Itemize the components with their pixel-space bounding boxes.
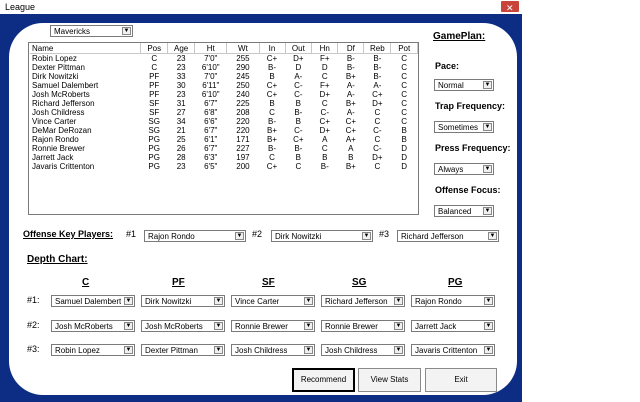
table-cell: 220 [236, 126, 250, 135]
table-cell: 23 [176, 63, 186, 72]
table-cell: B+ [267, 135, 278, 144]
depth-sf-3-select[interactable] [231, 344, 315, 356]
table-cell: C [321, 144, 328, 153]
table-cell: A- [294, 72, 303, 81]
table-cell: B [401, 135, 407, 144]
depth-row-label-1: #1: [27, 295, 40, 305]
table-cell: Dirk Nowitzki [32, 72, 79, 81]
table-cell: A [322, 135, 328, 144]
table-cell: Vince Carter [32, 117, 77, 126]
depth-header-pf: PF [172, 277, 185, 288]
depth-select-value: Samuel Dalembert [55, 297, 122, 306]
key-player-1-select[interactable] [144, 230, 246, 242]
table-cell: A+ [345, 135, 356, 144]
table-cell: 7'0" [204, 72, 218, 81]
table-row[interactable] [30, 63, 418, 72]
table-cell: 33 [176, 72, 186, 81]
depth-pf-2-select[interactable] [141, 320, 225, 332]
table-row[interactable] [30, 54, 418, 64]
chevron-down-icon: ▼ [485, 347, 492, 353]
table-cell: 240 [236, 90, 250, 99]
depth-chart-title: Depth Chart: [27, 254, 88, 265]
pace-label: Pace: [435, 61, 460, 71]
table-cell: 225 [236, 99, 250, 108]
table-row[interactable] [30, 81, 418, 90]
table-cell: 6'7" [204, 144, 218, 153]
table-row[interactable] [30, 153, 418, 162]
table-cell: C+ [372, 90, 383, 99]
table-cell: SF [149, 108, 160, 117]
depth-c-3-select[interactable] [51, 344, 135, 356]
depth-c-2-select[interactable] [51, 320, 135, 332]
table-cell: D+ [293, 54, 304, 63]
table-cell: B- [268, 63, 276, 72]
table-cell: C- [373, 126, 382, 135]
table-cell: Jarrett Jack [32, 153, 74, 162]
table-cell: B- [294, 108, 303, 117]
key-player-3-num: #3 [379, 229, 390, 239]
title-bar [0, 0, 522, 15]
table-row[interactable] [30, 126, 418, 135]
chevron-down-icon: ▼ [485, 323, 492, 329]
window-title: League [5, 2, 36, 12]
table-cell: 220 [236, 117, 250, 126]
roster-body [30, 54, 418, 172]
table-cell: 6'6" [204, 117, 218, 126]
chevron-down-icon: ▼ [485, 298, 492, 304]
table-cell: C- [320, 108, 329, 117]
table-cell: B- [346, 54, 355, 63]
table-cell: 6'7" [204, 126, 218, 135]
table-cell: D [321, 63, 328, 72]
chevron-down-icon: ▼ [215, 323, 222, 329]
table-cell: C+ [266, 81, 278, 90]
table-cell: B- [373, 54, 382, 63]
trap-select[interactable] [434, 121, 494, 133]
column-header[interactable]: Df [338, 43, 364, 54]
table-cell: B- [320, 162, 329, 171]
table-cell: 227 [236, 144, 250, 153]
table-cell: C- [294, 126, 303, 135]
chevron-down-icon: ▼ [215, 298, 222, 304]
table-cell: C [401, 72, 408, 81]
depth-header-sf: SF [262, 277, 275, 288]
table-cell: PG [148, 135, 160, 144]
chevron-down-icon: ▼ [305, 298, 312, 304]
chevron-down-icon: ▼ [484, 124, 491, 130]
recommend-button[interactable]: Recommend [292, 368, 355, 392]
column-header[interactable]: Wt [227, 43, 259, 54]
table-cell: B [401, 126, 407, 135]
chevron-down-icon: ▼ [215, 347, 222, 353]
trap-label: Trap Frequency: [435, 101, 506, 111]
table-cell: B [295, 99, 302, 108]
table-cell: 6'7" [204, 99, 218, 108]
column-header[interactable]: Out [285, 43, 312, 54]
table-cell: 28 [176, 153, 186, 162]
offense-focus-select-value: Balanced [438, 207, 472, 216]
column-header[interactable]: Hn [312, 43, 338, 54]
table-cell: 6'1" [204, 135, 218, 144]
depth-sg-2-select[interactable] [321, 320, 405, 332]
table-cell: 6'8" [204, 108, 218, 117]
chevron-down-icon: ▼ [125, 298, 132, 304]
table-cell: C [401, 99, 408, 108]
table-cell: 21 [176, 126, 186, 135]
chevron-down-icon: ▼ [395, 323, 402, 329]
column-header[interactable]: Ht [195, 43, 227, 54]
table-cell: D+ [319, 90, 330, 99]
press-select-value: Always [438, 165, 464, 174]
table-cell: C+ [345, 117, 357, 126]
table-cell: D+ [372, 99, 383, 108]
depth-pf-3-select[interactable] [141, 344, 225, 356]
table-cell: A- [346, 90, 355, 99]
table-cell: Josh McRoberts [32, 90, 90, 99]
table-cell: D [401, 153, 408, 162]
table-cell: 34 [176, 117, 186, 126]
table-cell: B [295, 153, 302, 162]
table-cell: B [322, 153, 328, 162]
team-select[interactable] [50, 25, 133, 37]
depth-c-1-select[interactable] [51, 295, 135, 307]
table-cell: C [401, 63, 408, 72]
table-cell: C [321, 72, 328, 81]
table-cell: Richard Jefferson [32, 99, 95, 108]
table-row[interactable] [30, 99, 418, 108]
table-cell: D [295, 63, 302, 72]
chevron-down-icon: ▼ [125, 323, 132, 329]
table-cell: C [401, 117, 408, 126]
table-cell: C [151, 54, 158, 63]
column-header[interactable]: Age [168, 43, 195, 54]
table-cell: C- [294, 81, 303, 90]
table-cell: C [295, 162, 302, 171]
table-row[interactable] [30, 144, 418, 153]
table-cell: PG [148, 153, 160, 162]
depth-pf-1-select[interactable] [141, 295, 225, 307]
key-player-1-num: #1 [126, 229, 137, 239]
table-cell: 197 [236, 153, 250, 162]
table-cell: Josh Childress [32, 108, 85, 117]
table-cell: 208 [236, 108, 250, 117]
depth-select-value: Jarrett Jack [415, 322, 457, 331]
table-cell: C [321, 99, 328, 108]
key-player-3-value: Richard Jefferson [401, 232, 464, 241]
table-cell: B+ [345, 72, 356, 81]
table-cell: 6'5" [204, 162, 218, 171]
table-cell: 6'10" [201, 63, 220, 72]
table-cell: B- [373, 72, 382, 81]
table-cell: B+ [345, 162, 356, 171]
pace-select[interactable] [434, 79, 494, 91]
column-header[interactable]: Name [30, 43, 141, 54]
table-cell: 6'10" [201, 90, 220, 99]
table-cell: Rajon Rondo [32, 135, 79, 144]
table-cell: C- [373, 144, 382, 153]
table-cell: C [269, 153, 275, 162]
table-cell: C [401, 90, 408, 99]
depth-select-value: Dirk Nowitzki [145, 297, 192, 306]
table-cell: C [374, 162, 381, 171]
table-cell: Ronnie Brewer [32, 144, 85, 153]
depth-select-value: Josh Childress [325, 346, 378, 355]
depth-select-value: Josh McRoberts [55, 322, 113, 331]
table-cell: C [374, 117, 381, 126]
table-cell: PF [149, 81, 160, 90]
chevron-down-icon: ▼ [125, 347, 132, 353]
offense-focus-label: Offense Focus: [435, 185, 501, 195]
table-row[interactable] [30, 90, 418, 99]
chevron-down-icon: ▼ [123, 28, 130, 34]
chevron-down-icon: ▼ [484, 166, 491, 172]
table-cell: 171 [236, 135, 250, 144]
depth-row-label-3: #3: [27, 344, 40, 354]
table-cell: A- [346, 108, 355, 117]
table-cell: B+ [267, 126, 278, 135]
depth-header-pg: PG [448, 277, 463, 288]
depth-select-value: Dexter Pittman [145, 346, 198, 355]
table-cell: PG [148, 144, 160, 153]
table-cell: SG [148, 117, 160, 126]
depth-select-value: Ronnie Brewer [235, 322, 288, 331]
chevron-down-icon: ▼ [395, 347, 402, 353]
table-cell: B [348, 153, 354, 162]
table-cell: B- [294, 144, 303, 153]
key-player-2-select[interactable] [271, 230, 373, 242]
view-stats-button[interactable]: View Stats [358, 368, 421, 392]
table-cell: 26 [176, 144, 186, 153]
gameplan-title: GamePlan: [433, 31, 486, 42]
depth-sf-1-select[interactable] [231, 295, 315, 307]
table-cell: 23 [176, 90, 186, 99]
table-cell: SG [148, 126, 160, 135]
table-cell: Javaris Crittenton [32, 162, 95, 171]
key-player-2-num: #2 [252, 229, 263, 239]
key-player-1-value: Rajon Rondo [148, 232, 195, 241]
table-cell: Dexter Pittman [32, 63, 85, 72]
table-cell: D+ [372, 153, 383, 162]
roster-header-row [30, 43, 418, 54]
table-cell: 290 [236, 63, 250, 72]
depth-sf-2-select[interactable] [231, 320, 315, 332]
depth-row-label-2: #2: [27, 320, 40, 330]
table-row[interactable] [30, 135, 418, 144]
roster-table [30, 43, 418, 171]
table-cell: DeMar DeRozan [32, 126, 92, 135]
table-cell: C+ [293, 135, 304, 144]
press-select[interactable] [434, 163, 494, 175]
table-cell: 7'0" [204, 54, 218, 63]
column-header[interactable]: In [259, 43, 285, 54]
offense-focus-select[interactable] [434, 205, 494, 217]
depth-select-value: Josh McRoberts [145, 322, 203, 331]
chevron-down-icon: ▼ [305, 347, 312, 353]
table-row[interactable] [30, 162, 418, 171]
table-cell: 200 [236, 162, 250, 171]
table-cell: 250 [236, 81, 250, 90]
column-header[interactable]: Pot [391, 43, 418, 54]
table-cell: C [401, 81, 408, 90]
table-cell: 27 [176, 108, 186, 117]
chevron-down-icon: ▼ [484, 208, 491, 214]
depth-pg-1-select[interactable] [411, 295, 495, 307]
table-cell: B- [268, 144, 276, 153]
depth-header-sg: SG [352, 277, 367, 288]
column-header[interactable]: Pos [141, 43, 168, 54]
table-cell: 23 [176, 162, 186, 171]
table-cell: 245 [236, 72, 250, 81]
chevron-down-icon: ▼ [305, 323, 312, 329]
press-label: Press Frequency: [435, 143, 511, 153]
table-cell: B- [373, 63, 382, 72]
depth-sg-1-select[interactable] [321, 295, 405, 307]
table-cell: D+ [319, 126, 330, 135]
table-cell: Robin Lopez [32, 54, 77, 63]
depth-select-value: Rajon Rondo [415, 297, 462, 306]
chevron-down-icon: ▼ [236, 233, 243, 239]
table-cell: PF [149, 90, 160, 99]
table-cell: C+ [266, 162, 278, 171]
table-cell: 30 [176, 81, 186, 90]
table-cell: F+ [319, 81, 330, 90]
depth-select-value: Richard Jefferson [325, 297, 388, 306]
table-cell: 6'11" [202, 81, 220, 90]
depth-select-value: Vince Carter [235, 297, 280, 306]
chevron-down-icon: ▼ [395, 298, 402, 304]
table-cell: A [348, 144, 354, 153]
table-cell: C [374, 108, 381, 117]
table-cell: D [401, 162, 408, 171]
table-cell: B- [268, 117, 276, 126]
table-cell: 6'3" [204, 153, 218, 162]
chevron-down-icon: ▼ [363, 233, 370, 239]
roster-list[interactable] [28, 42, 419, 215]
table-cell: C- [294, 90, 303, 99]
depth-sg-3-select[interactable] [321, 344, 405, 356]
table-cell: 25 [176, 135, 186, 144]
table-cell: A- [373, 81, 382, 90]
team-select-value: Mavericks [54, 27, 91, 36]
table-cell: SF [149, 99, 160, 108]
table-cell: 31 [176, 99, 186, 108]
table-cell: C+ [266, 54, 278, 63]
depth-select-value: Josh Childress [235, 346, 288, 355]
table-cell: 255 [236, 54, 250, 63]
table-cell: B [269, 72, 275, 81]
key-players-label: Offense Key Players: [23, 229, 114, 239]
exit-button[interactable]: Exit [425, 368, 497, 392]
key-player-3-select[interactable] [397, 230, 499, 242]
table-cell: Samuel Dalembert [32, 81, 99, 90]
depth-select-value: Ronnie Brewer [325, 322, 378, 331]
table-cell: C+ [319, 117, 330, 126]
table-cell: C+ [345, 126, 357, 135]
pace-select-value: Normal [438, 81, 464, 90]
chevron-down-icon: ▼ [489, 233, 496, 239]
table-cell: PF [149, 72, 160, 81]
table-cell: F+ [319, 54, 330, 63]
table-cell: PG [148, 162, 160, 171]
table-cell: C [269, 108, 275, 117]
depth-select-value: Javaris Crittenton [415, 346, 478, 355]
table-cell: C [151, 63, 158, 72]
table-cell: C+ [266, 90, 278, 99]
table-cell: D [401, 144, 408, 153]
table-cell: A- [346, 81, 355, 90]
table-row[interactable] [30, 117, 418, 126]
depth-pg-2-select[interactable] [411, 320, 495, 332]
table-row[interactable] [30, 108, 418, 117]
depth-pg-3-select[interactable] [411, 344, 495, 356]
close-button[interactable] [501, 1, 519, 12]
table-cell: B+ [345, 99, 356, 108]
table-cell: B [269, 99, 275, 108]
table-cell: B [295, 117, 302, 126]
close-icon: ✕ [506, 3, 514, 13]
table-cell: 23 [176, 54, 186, 63]
trap-select-value: Sometimes [438, 123, 479, 132]
column-header[interactable]: Reb [364, 43, 391, 54]
table-cell: C [401, 54, 408, 63]
depth-header-c: C [82, 277, 90, 288]
table-row[interactable] [30, 72, 418, 81]
table-cell: C [401, 108, 408, 117]
depth-select-value: Robin Lopez [55, 346, 100, 355]
key-player-2-value: Dirk Nowitzki [275, 232, 322, 241]
table-cell: B- [346, 63, 355, 72]
table-cell: C [374, 135, 381, 144]
chevron-down-icon: ▼ [484, 82, 491, 88]
